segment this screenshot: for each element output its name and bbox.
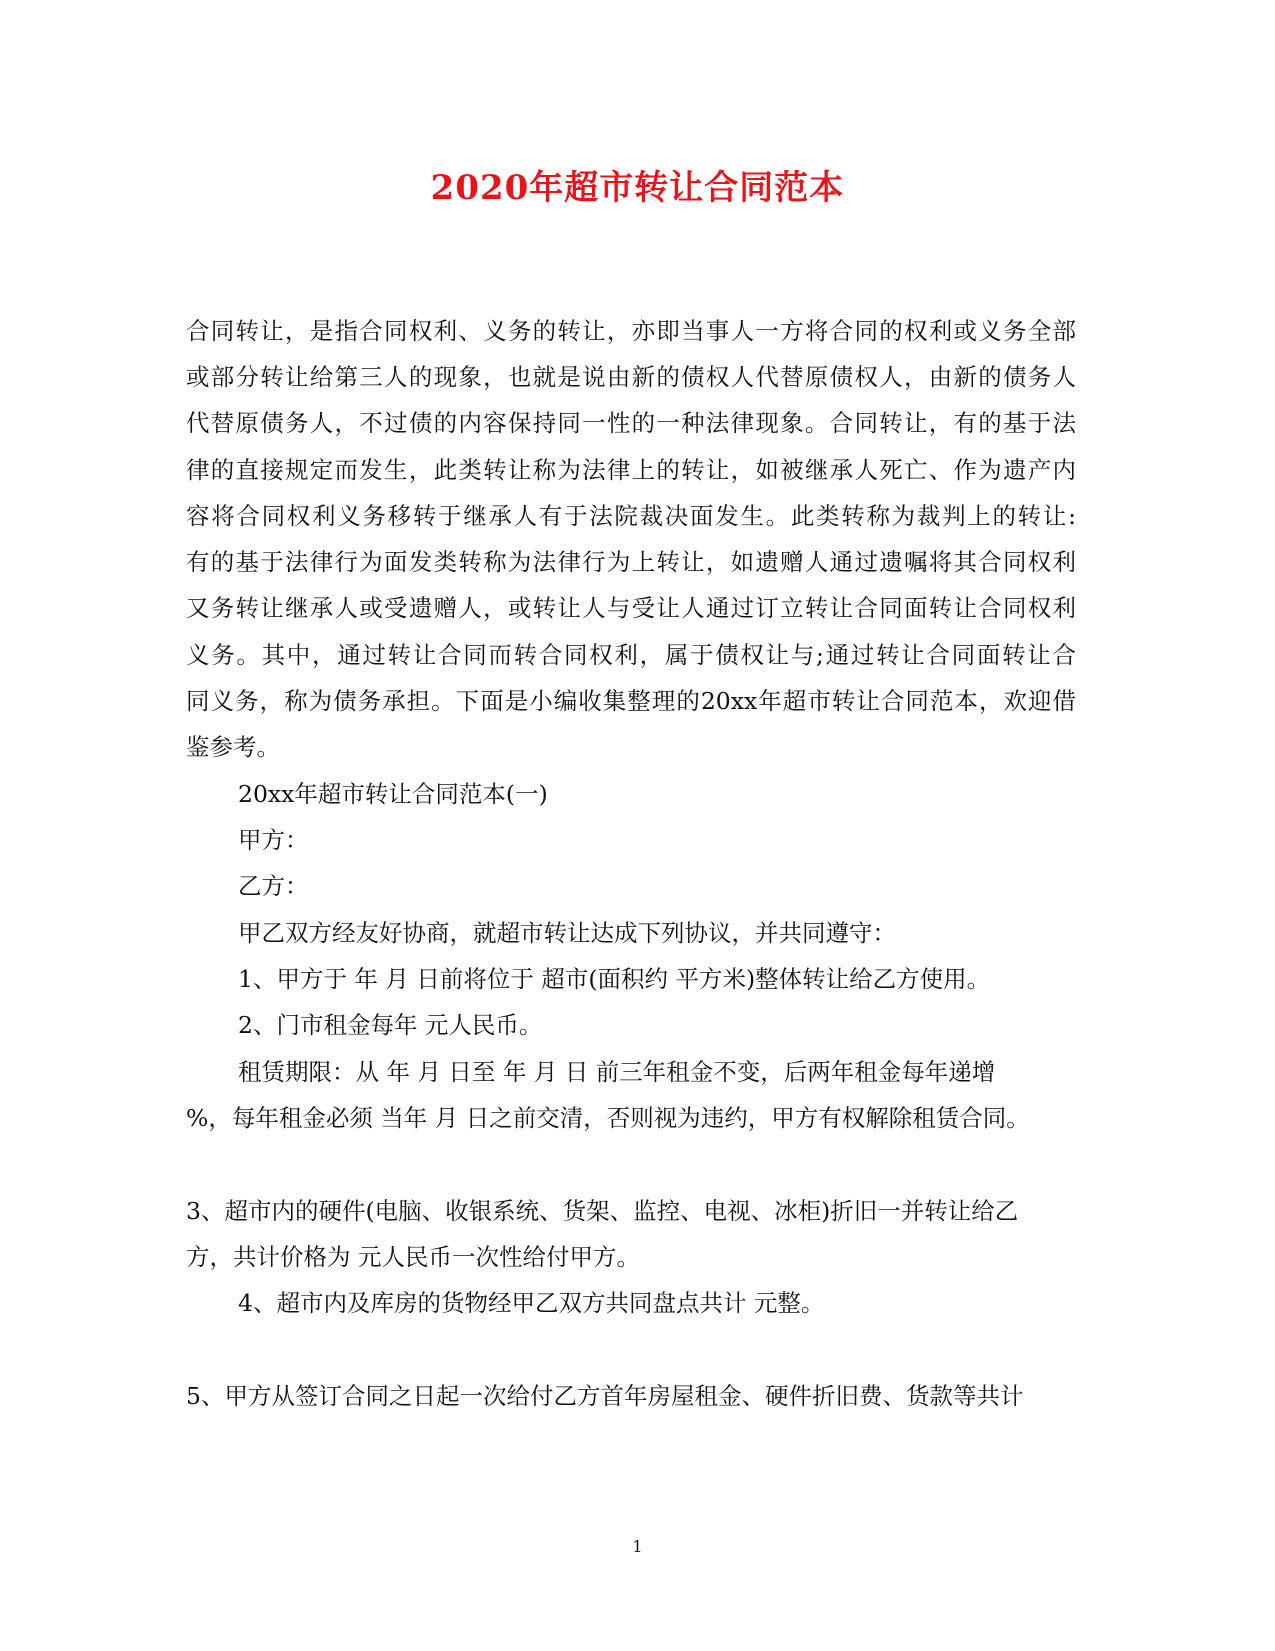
clause-2: 2、门市租金每年 元人民币。 (238, 1011, 543, 1039)
document-title: 2020年超市转让合同范本 (430, 168, 845, 208)
party-b-label: 乙方： (238, 872, 309, 900)
clause-4: 4、超市内及库房的货物经甲乙双方共同盘点共计 元整。 (238, 1289, 825, 1317)
clause-1: 1、甲方于 年 月 日前将位于 超市(面积约 平方米)整体转让给乙方使用。 (238, 965, 991, 993)
intro-line: 同义务，称为债务承担。下面是小编收集整理的20xx年超市转让合同范本，欢迎借 (186, 687, 1076, 715)
intro-line: 容将合同权利义务移转于继承人有于法院裁决面发生。此类转称为裁判上的转让: (186, 502, 1076, 530)
lease-term-line: 租赁期限：从 年 月 日至 年 月 日 前三年租金不变，后两年租金每年递增 (238, 1058, 996, 1086)
intro-line: 又务转让继承人或受遗赠人，或转让人与受让人通过订立转让合同面转让合同权利 (186, 594, 1076, 622)
intro-line: 律的直接规定而发生，此类转让称为法律上的转让，如被继承人死亡、作为遗产内 (186, 456, 1076, 484)
intro-line: 合同转让，是指合同权利、义务的转让，亦即当事人一方将合同的权利或义务全部 (186, 317, 1076, 345)
clause-5: 5、甲方从签订合同之日起一次给付乙方首年房屋租金、硬件折旧费、货款等共计 (186, 1382, 1024, 1410)
party-a-label: 甲方： (238, 826, 309, 854)
clause-3: 方，共计价格为 元人民币一次性给付甲方。 (186, 1243, 640, 1271)
agreement-intro: 甲乙双方经友好协商，就超市转让达成下列协议，并共同遵守： (238, 919, 896, 947)
clause-3: 3、超市内的硬件(电脑、收银系统、货架、监控、电视、冰柜)折旧一并转让给乙 (186, 1197, 1019, 1225)
intro-line: 义务。其中，通过转让合同而转合同权利，属于债权让与;通过转让合同面转让合 (186, 641, 1076, 669)
intro-line: 鉴参考。 (186, 733, 280, 761)
intro-line: 代替原债务人，不过债的内容保持同一性的一种法律现象。合同转让，有的基于法 (186, 409, 1076, 437)
intro-line: 或部分转让给第三人的现象，也就是说由新的债权人代替原债权人，由新的债务人 (186, 363, 1076, 391)
contract-heading: 20xx年超市转让合同范本(一) (238, 780, 548, 808)
lease-term-line: %，每年租金必须 当年 月 日之前交清，否则视为违约，甲方有权解除租赁合同。 (186, 1104, 1030, 1132)
page-number: 1 (632, 1537, 643, 1556)
intro-line: 有的基于法律行为面发类转称为法律行为上转让，如遗赠人通过遗嘱将其合同权利 (186, 548, 1076, 576)
